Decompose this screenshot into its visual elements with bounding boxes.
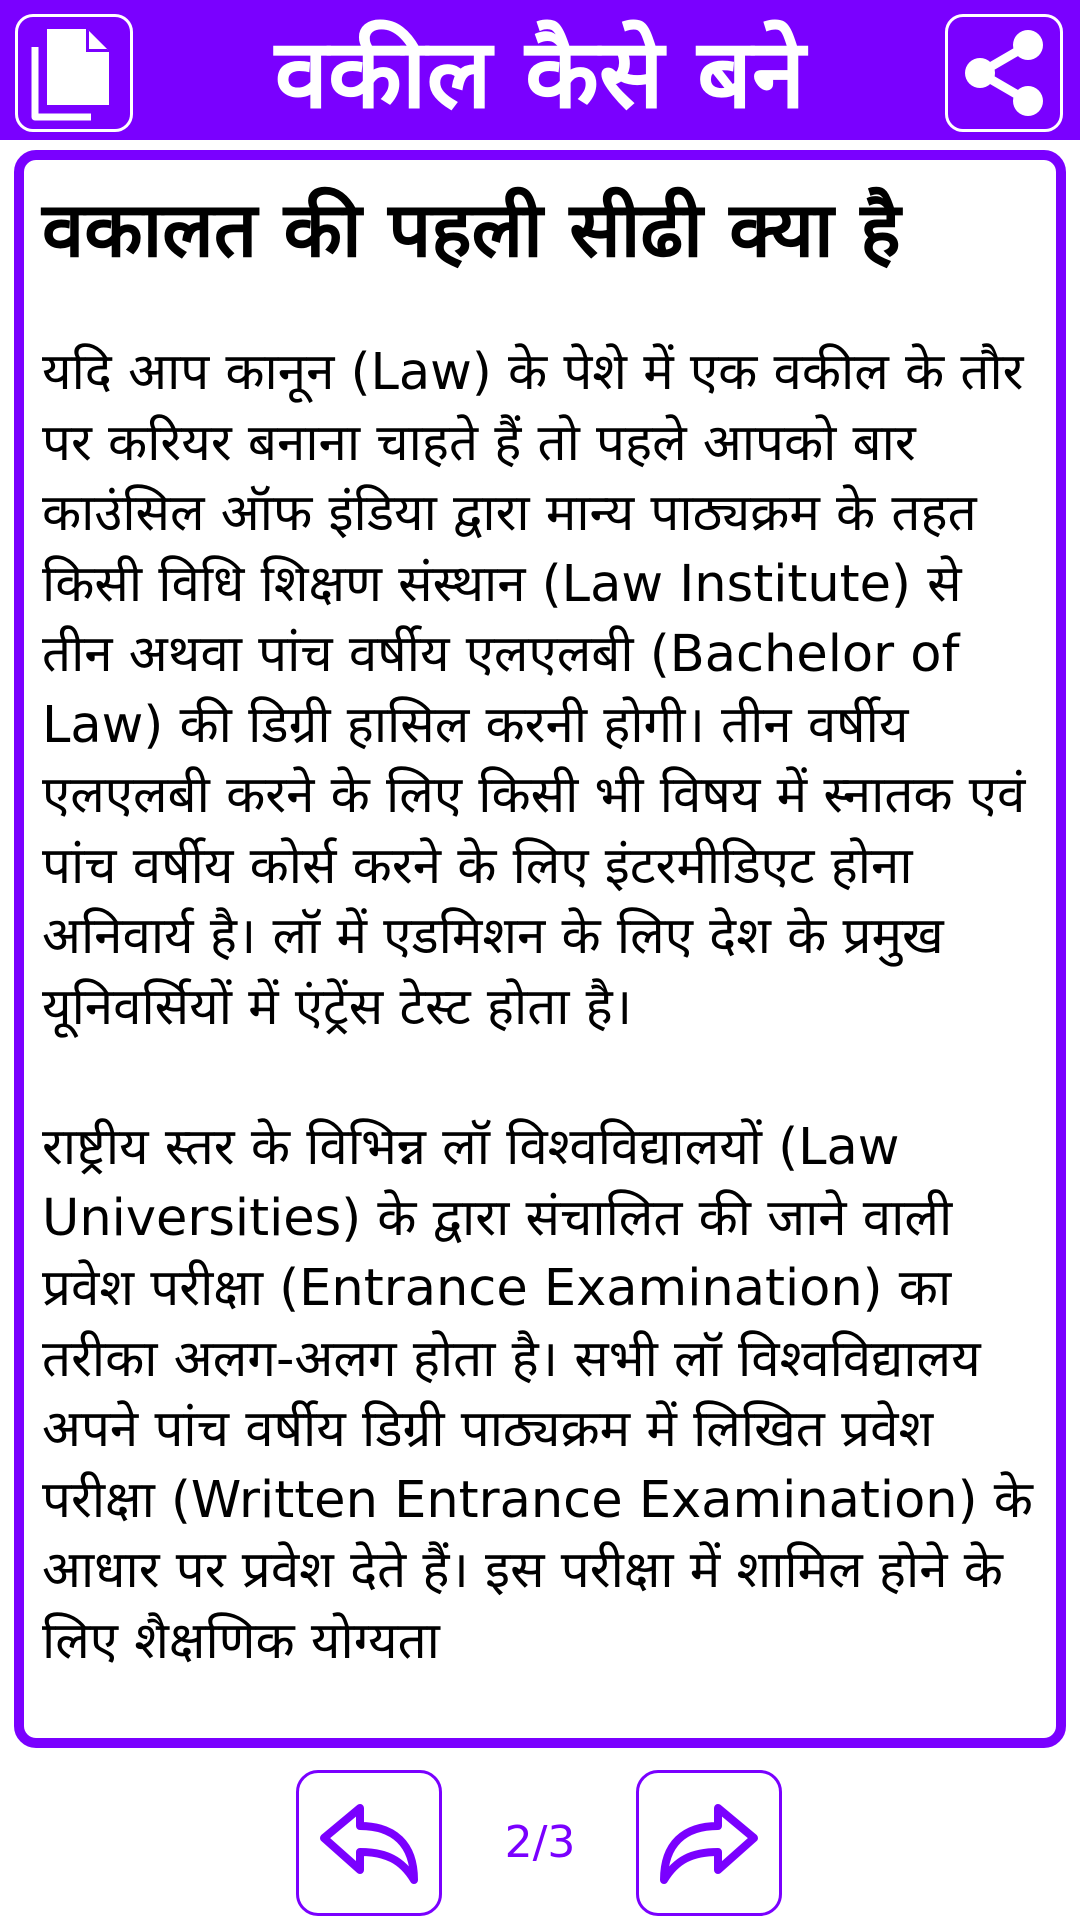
- app-title: वकील कैसे बने: [274, 17, 806, 130]
- copy-document-icon: [29, 25, 119, 121]
- copy-button[interactable]: [15, 14, 133, 132]
- share-icon: [956, 25, 1052, 121]
- article-paragraph: राष्ट्रीय स्तर के विभिन्न लॉ विश्वविद्यालयों (Law Universities) के द्वारा संचालित की जाने वाली प्रवेश परीक्षा (Entrance Examination) का तरीका अलग-अलग होता है। सभी लॉ विश्वविद्यालय अपने पांच वर्षीय डिग्री पाठ्यक्रम में लिखित प्रवेश परीक्षा (Written Entrance Examination) के आधार पर प्रवेश देते हैं। इस परीक्षा में शामिल होने के लिए शैक्षणिक योग्यता: [42, 1118, 1033, 1671]
- article-paragraph: यदि आप कानून (Law) के पेशे में एक वकील के तौर पर करियर बनाना चाहते हैं तो पहले आपको बार काउंसिल ऑफ इंडिया द्वारा मान्य पाठ्यक्रम के तहत किसी विधि शिक्षण संस्थान (Law Institute) से तीन अथवा पांच वर्षीय एलएलबी (Bachelor of Law) की डिग्री हासिल करनी होगी। तीन वर्षीय एलएलबी करने के लिए किसी भी विषय में स्नातक एवं पांच वर्षीय कोर्स करने के लिए इंटरमीडिएट होना अनिवार्य है। लॉ में एडमिशन के लिए देश के प्रमुख यूनिवर्सियों में एंट्रेंस टेस्ट होता है।: [42, 343, 1026, 1037]
- back-arrow-icon: [314, 1798, 424, 1888]
- article-container[interactable]: [14, 150, 1066, 1748]
- article-title: वकालत की पहली सीढी क्या है: [42, 185, 901, 274]
- app-header: [0, 0, 1080, 140]
- forward-arrow-icon: [654, 1798, 764, 1888]
- previous-page-button[interactable]: [296, 1770, 442, 1916]
- share-button[interactable]: [945, 14, 1063, 132]
- next-page-button[interactable]: [636, 1770, 782, 1916]
- article-body: [24, 160, 1056, 1677]
- page-navigation: [0, 1748, 1080, 1920]
- page-indicator: 2/3: [504, 1817, 576, 1868]
